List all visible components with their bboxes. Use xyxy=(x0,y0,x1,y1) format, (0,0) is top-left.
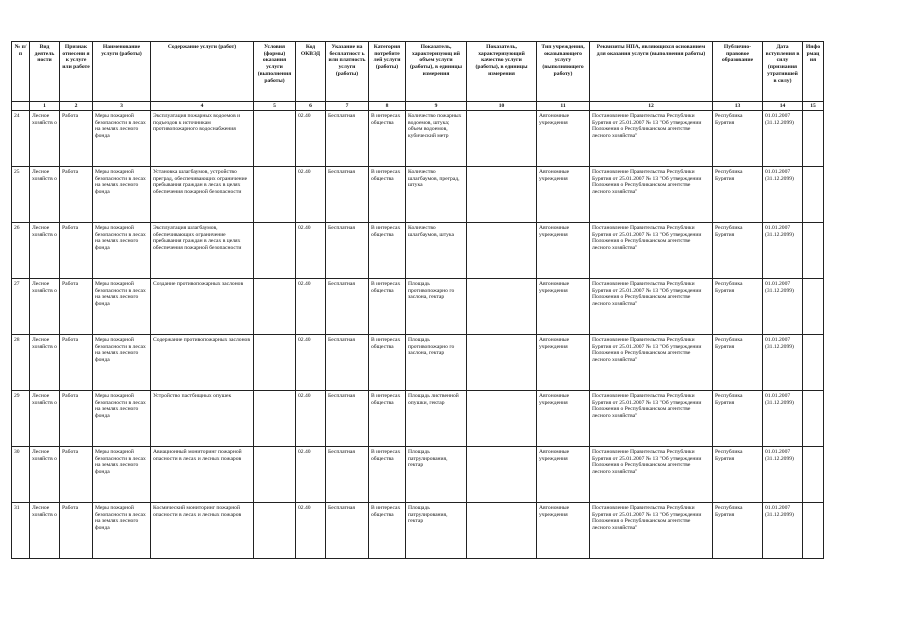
payment-cell: Бесплатная xyxy=(326,167,369,223)
institution-type-cell: Автономные учреждения xyxy=(537,223,590,279)
category-cell: В интересах общества xyxy=(369,391,406,447)
okved-cell: 02.40 xyxy=(296,111,326,167)
legal-act-cell: Постановление Правительства Республики Бурятия от 25.01.2007 № 13 "Об утверждении Положения о Республиканском агентстве лесного хозяйства" xyxy=(590,447,713,503)
content-cell: Эксплуатация шлагбаумов, обеспечивающих ограничение пребывания граждан в лесах в целях обеспечения пожарной безопасности xyxy=(151,223,254,279)
header-cell: Вид деятель ности xyxy=(30,42,60,102)
info-cell xyxy=(803,447,824,503)
table-row xyxy=(12,335,824,391)
column-number: 14 xyxy=(763,102,803,111)
quality-indicator-cell xyxy=(467,447,537,503)
header-cell: Указание на бесплатност ь или платность услуги (работы) xyxy=(326,42,369,102)
activity-cell: Лесное хозяйств о xyxy=(30,391,60,447)
service-name-cell: Меры пожарной безопасности в лесах на землях лесного фонда xyxy=(93,335,151,391)
info-cell xyxy=(803,111,824,167)
category-cell: В интересах общества xyxy=(369,335,406,391)
activity-cell: Лесное хозяйств о xyxy=(30,279,60,335)
table-row xyxy=(12,167,824,223)
row-number: 31 xyxy=(12,503,30,559)
legal-act-cell: Постановление Правительства Республики Бурятия от 25.01.2007 № 13 "Об утверждении Положения о Республиканском агентстве лесного хозяйства" xyxy=(590,111,713,167)
content-cell: Авиационный мониторинг пожарной опасности в лесах и лесных пожаров xyxy=(151,447,254,503)
info-cell xyxy=(803,279,824,335)
services-registry-table xyxy=(11,41,824,559)
header-cell: Признак отнесени я к услуге или работе xyxy=(60,42,93,102)
conditions-cell xyxy=(254,111,296,167)
content-cell: Содержание противопожарных заслонов xyxy=(151,335,254,391)
okved-cell: 02.40 xyxy=(296,447,326,503)
legal-act-cell: Постановление Правительства Республики Бурятия от 25.01.2007 № 13 "Об утверждении Положения о Республиканском агентстве лесного хозяйства" xyxy=(590,167,713,223)
conditions-cell xyxy=(254,223,296,279)
quality-indicator-cell xyxy=(467,503,537,559)
column-number: 3 xyxy=(93,102,151,111)
column-number: 15 xyxy=(803,102,824,111)
payment-cell: Бесплатная xyxy=(326,279,369,335)
category-cell: В интересах общества xyxy=(369,447,406,503)
sign-cell: Работа xyxy=(60,111,93,167)
category-cell: В интересах общества xyxy=(369,503,406,559)
institution-type-cell: Автономные учреждения xyxy=(537,111,590,167)
info-cell xyxy=(803,335,824,391)
effective-date-cell: 01.01.2007 (31.12.2099) xyxy=(763,335,803,391)
header-cell: Условия (формы) оказания услуги (выполнения работы) xyxy=(254,42,296,102)
header-cell: Код ОКВЭД xyxy=(296,42,326,102)
public-entity-cell: Республика Бурятия xyxy=(713,167,763,223)
category-cell: В интересах общества xyxy=(369,167,406,223)
content-cell: Космический мониторинг пожарной опасности в лесах и лесных пожаров xyxy=(151,503,254,559)
public-entity-cell: Республика Бурятия xyxy=(713,279,763,335)
content-cell: Установка шлагбаумов, устройство преград, обеспечивающих ограничение пребывания граждан в лесах в целях обеспечения пожарной безопасности xyxy=(151,167,254,223)
row-number: 24 xyxy=(12,111,30,167)
quality-indicator-cell xyxy=(467,335,537,391)
column-number: 6 xyxy=(296,102,326,111)
activity-cell: Лесное хозяйств о xyxy=(30,111,60,167)
header-cell: Инфо рмац ия xyxy=(803,42,824,102)
legal-act-cell: Постановление Правительства Республики Бурятия от 25.01.2007 № 13 "Об утверждении Положения о Республиканском агентстве лесного хозяйства" xyxy=(590,503,713,559)
volume-indicator-cell: Количество шлагбаумов, преград, штука xyxy=(406,167,467,223)
category-cell: В интересах общества xyxy=(369,223,406,279)
institution-type-cell: Автономные учреждения xyxy=(537,279,590,335)
row-number: 29 xyxy=(12,391,30,447)
quality-indicator-cell xyxy=(467,167,537,223)
payment-cell: Бесплатная xyxy=(326,111,369,167)
header-cell: Категория потребите лей услуги (работы) xyxy=(369,42,406,102)
sign-cell: Работа xyxy=(60,391,93,447)
row-number: 28 xyxy=(12,335,30,391)
activity-cell: Лесное хозяйств о xyxy=(30,503,60,559)
header-cell: Наименование услуги (работы) xyxy=(93,42,151,102)
row-number: 25 xyxy=(12,167,30,223)
header-cell: Дата вступления в силу (признания утратившей в силу) xyxy=(763,42,803,102)
legal-act-cell: Постановление Правительства Республики Бурятия от 25.01.2007 № 13 "Об утверждении Положения о Республиканском агентстве лесного хозяйства" xyxy=(590,335,713,391)
column-number: 9 xyxy=(406,102,467,111)
column-number: 1 xyxy=(30,102,60,111)
content-cell: Устройство пастбищных опушек xyxy=(151,391,254,447)
okved-cell: 02.40 xyxy=(296,167,326,223)
row-number: 27 xyxy=(12,279,30,335)
sign-cell: Работа xyxy=(60,279,93,335)
okved-cell: 02.40 xyxy=(296,335,326,391)
row-number: 26 xyxy=(12,223,30,279)
institution-type-cell: Автономные учреждения xyxy=(537,503,590,559)
column-number: 12 xyxy=(590,102,713,111)
volume-indicator-cell: Площадь патрулирования, гектар xyxy=(406,447,467,503)
okved-cell: 02.40 xyxy=(296,391,326,447)
public-entity-cell: Республика Бурятия xyxy=(713,391,763,447)
service-name-cell: Меры пожарной безопасности в лесах на землях лесного фонда xyxy=(93,503,151,559)
sign-cell: Работа xyxy=(60,167,93,223)
legal-act-cell: Постановление Правительства Республики Бурятия от 25.01.2007 № 13 "Об утверждении Положения о Республиканском агентстве лесного хозяйства" xyxy=(590,391,713,447)
volume-indicator-cell: Количество пожарных водоемов, штука; объем водоемов, кубический метр xyxy=(406,111,467,167)
header-cell: Публично-правовое образование xyxy=(713,42,763,102)
effective-date-cell: 01.01.2007 (31.12.2099) xyxy=(763,391,803,447)
column-number xyxy=(12,102,30,111)
conditions-cell xyxy=(254,335,296,391)
info-cell xyxy=(803,223,824,279)
quality-indicator-cell xyxy=(467,223,537,279)
effective-date-cell: 01.01.2007 (31.12.2099) xyxy=(763,447,803,503)
column-number: 10 xyxy=(467,102,537,111)
category-cell: В интересах общества xyxy=(369,111,406,167)
column-number-row xyxy=(12,102,824,111)
header-cell: Показатель, характеризующий качество услуги (работы), в единицы измерения xyxy=(467,42,537,102)
service-name-cell: Меры пожарной безопасности в лесах на землях лесного фонда xyxy=(93,279,151,335)
okved-cell: 02.40 xyxy=(296,279,326,335)
activity-cell: Лесное хозяйств о xyxy=(30,167,60,223)
public-entity-cell: Республика Бурятия xyxy=(713,503,763,559)
effective-date-cell: 01.01.2007 (31.12.2099) xyxy=(763,167,803,223)
table-row xyxy=(12,111,824,167)
info-cell xyxy=(803,391,824,447)
institution-type-cell: Автономные учреждения xyxy=(537,447,590,503)
institution-type-cell: Автономные учреждения xyxy=(537,167,590,223)
table-row xyxy=(12,503,824,559)
payment-cell: Бесплатная xyxy=(326,447,369,503)
column-number: 5 xyxy=(254,102,296,111)
content-cell: Создание противопожарных заслонов xyxy=(151,279,254,335)
quality-indicator-cell xyxy=(467,111,537,167)
institution-type-cell: Автономные учреждения xyxy=(537,391,590,447)
header-cell: Тип учреждения, оказывающего услугу (выполняющего работу) xyxy=(537,42,590,102)
public-entity-cell: Республика Бурятия xyxy=(713,447,763,503)
public-entity-cell: Республика Бурятия xyxy=(713,223,763,279)
column-number: 13 xyxy=(713,102,763,111)
info-cell xyxy=(803,503,824,559)
header-cell: № п/п xyxy=(12,42,30,102)
row-number: 30 xyxy=(12,447,30,503)
content-cell: Эксплуатация пожарных водоемов и подъездов к источникам противопожарного водоснабжения xyxy=(151,111,254,167)
column-number: 4 xyxy=(151,102,254,111)
legal-act-cell: Постановление Правительства Республики Бурятия от 25.01.2007 № 13 "Об утверждении Положения о Республиканском агентстве лесного хозяйства" xyxy=(590,223,713,279)
sign-cell: Работа xyxy=(60,447,93,503)
info-cell xyxy=(803,167,824,223)
volume-indicator-cell: Площадь патрулирования, гектар xyxy=(406,503,467,559)
category-cell: В интересах общества xyxy=(369,279,406,335)
header-cell: Реквизиты НПА, являющихся основанием для оказания услуги (выполнения работы) xyxy=(590,42,713,102)
public-entity-cell: Республика Бурятия xyxy=(713,111,763,167)
sign-cell: Работа xyxy=(60,335,93,391)
conditions-cell xyxy=(254,279,296,335)
activity-cell: Лесное хозяйств о xyxy=(30,223,60,279)
public-entity-cell: Республика Бурятия xyxy=(713,335,763,391)
volume-indicator-cell: Количество шлагбаумов, штука xyxy=(406,223,467,279)
column-number: 8 xyxy=(369,102,406,111)
conditions-cell xyxy=(254,447,296,503)
legal-act-cell: Постановление Правительства Республики Бурятия от 25.01.2007 № 13 "Об утверждении Положения о Республиканском агентстве лесного хозяйства" xyxy=(590,279,713,335)
column-number: 7 xyxy=(326,102,369,111)
payment-cell: Бесплатная xyxy=(326,503,369,559)
effective-date-cell: 01.01.2007 (31.12.2099) xyxy=(763,279,803,335)
conditions-cell xyxy=(254,503,296,559)
quality-indicator-cell xyxy=(467,279,537,335)
effective-date-cell: 01.01.2007 (31.12.2099) xyxy=(763,223,803,279)
okved-cell: 02.40 xyxy=(296,503,326,559)
service-name-cell: Меры пожарной безопасности в лесах на землях лесного фонда xyxy=(93,111,151,167)
table-row xyxy=(12,279,824,335)
okved-cell: 02.40 xyxy=(296,223,326,279)
payment-cell: Бесплатная xyxy=(326,335,369,391)
activity-cell: Лесное хозяйств о xyxy=(30,335,60,391)
volume-indicator-cell: Площадь противопожарно го заслона, гектар xyxy=(406,335,467,391)
activity-cell: Лесное хозяйств о xyxy=(30,447,60,503)
header-row xyxy=(12,42,824,102)
service-name-cell: Меры пожарной безопасности в лесах на землях лесного фонда xyxy=(93,223,151,279)
quality-indicator-cell xyxy=(467,391,537,447)
table-row xyxy=(12,391,824,447)
service-name-cell: Меры пожарной безопасности в лесах на землях лесного фонда xyxy=(93,167,151,223)
table-row xyxy=(12,447,824,503)
payment-cell: Бесплатная xyxy=(326,223,369,279)
payment-cell: Бесплатная xyxy=(326,391,369,447)
effective-date-cell: 01.01.2007 (31.12.2099) xyxy=(763,111,803,167)
conditions-cell xyxy=(254,391,296,447)
header-cell: Показатель, характеризующ ий объем услуги (работы), в единицы измерения xyxy=(406,42,467,102)
effective-date-cell: 01.01.2007 (31.12.2099) xyxy=(763,503,803,559)
column-number: 2 xyxy=(60,102,93,111)
table-row xyxy=(12,223,824,279)
conditions-cell xyxy=(254,167,296,223)
column-number: 11 xyxy=(537,102,590,111)
sign-cell: Работа xyxy=(60,223,93,279)
header-cell: Содержание услуги (работ) xyxy=(151,42,254,102)
volume-indicator-cell: Площадь противопожарно го заслона, гектар xyxy=(406,279,467,335)
sign-cell: Работа xyxy=(60,503,93,559)
institution-type-cell: Автономные учреждения xyxy=(537,335,590,391)
service-name-cell: Меры пожарной безопасности в лесах на землях лесного фонда xyxy=(93,391,151,447)
table-body xyxy=(12,111,824,559)
volume-indicator-cell: Площадь лиственной опушки, гектар xyxy=(406,391,467,447)
service-name-cell: Меры пожарной безопасности в лесах на землях лесного фонда xyxy=(93,447,151,503)
